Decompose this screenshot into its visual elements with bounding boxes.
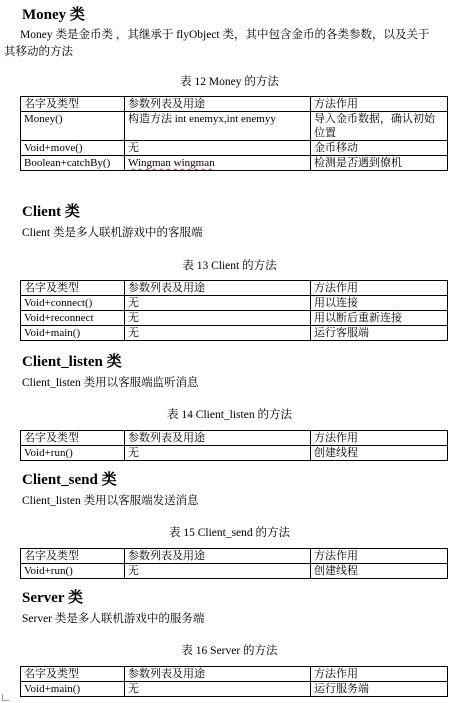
- client-paragraph: Client 类是多人联机游戏中的客服端: [22, 227, 203, 239]
- table-cell: Void+connect(): [21, 296, 125, 311]
- header-cell: 名字及类型: [21, 281, 125, 296]
- table-cell: 无: [125, 446, 311, 461]
- table-row: [21, 311, 448, 326]
- server-paragraph: Server 类是多人联机游戏中的服务端: [22, 613, 205, 625]
- client-listen-methods-table: [20, 430, 448, 461]
- table-cell: Void+run(): [21, 446, 125, 461]
- header-cell: 参数列表及用途: [125, 549, 311, 564]
- table-cell: 金币移动: [311, 141, 448, 156]
- table-cell: 无: [125, 141, 311, 156]
- client-send-heading: Client_send 类: [22, 472, 117, 488]
- header-cell: 方法作用: [311, 549, 448, 564]
- table-cell: 用以断后重新连接: [311, 311, 448, 326]
- header-cell: 方法作用: [311, 97, 448, 112]
- header-cell: 方法作用: [311, 431, 448, 446]
- table-cell: 创建线程: [311, 564, 448, 579]
- client-listen-paragraph: Client_listen 类用以客服端监听消息: [22, 377, 199, 389]
- table-cell: 创建线程: [311, 446, 448, 461]
- header-cell: 名字及类型: [21, 97, 125, 112]
- table-cell: 运行服务端: [311, 682, 448, 697]
- server-table-caption: 表 16 Server 的方法: [181, 645, 278, 657]
- table-cell: Void+run(): [21, 564, 125, 579]
- header-cell: 名字及类型: [21, 431, 125, 446]
- server-methods-table: [20, 666, 448, 697]
- client-send-table-caption: 表 15 Client_send 的方法: [168, 527, 291, 539]
- table-row: [21, 446, 448, 461]
- table-header-row: [21, 667, 448, 682]
- client-listen-heading: Client_listen 类: [22, 354, 122, 370]
- table-row: [21, 682, 448, 697]
- client-send-paragraph: Client_listen 类用以客服端发送消息: [22, 495, 199, 507]
- header-cell: 方法作用: [311, 667, 448, 682]
- table-header-row: [21, 97, 448, 112]
- table-row: [21, 296, 448, 311]
- server-heading: Server 类: [22, 590, 83, 606]
- table-cell: Void+main(): [21, 326, 125, 341]
- table-row: [21, 141, 448, 156]
- client-send-methods-table: [20, 548, 448, 579]
- money-table-caption: 表 12 Money 的方法: [180, 76, 279, 88]
- client-table-caption: 表 13 Client 的方法: [182, 260, 277, 272]
- table-header-row: [21, 549, 448, 564]
- table-cell: 用以连接: [311, 296, 448, 311]
- header-cell: 参数列表及用途: [125, 667, 311, 682]
- table-header-row: [21, 431, 448, 446]
- table-cell: 检测是否遇到僚机: [311, 156, 448, 171]
- header-cell: 名字及类型: [21, 549, 125, 564]
- header-cell: 名字及类型: [21, 667, 125, 682]
- table-row: [21, 326, 448, 341]
- table-cell: Void+reconnect: [21, 311, 125, 326]
- table-cell: Money(): [21, 112, 125, 141]
- table-cell: 构造方法 int enemyx,int enemyy: [125, 112, 311, 141]
- table-cell: 无: [125, 564, 311, 579]
- table-cell: 导入金币数据，确认初始位置: [311, 112, 448, 141]
- money-paragraph: Money 类是金币类 ，其继承于 flyObject 类，其中包含金币的各类参数，以及关于其移动的方法: [4, 29, 430, 58]
- table-cell: 无: [125, 682, 311, 697]
- table-cell: 无: [125, 311, 311, 326]
- table-cell: Void+move(): [21, 141, 125, 156]
- table-cell: Boolean+catchBy(): [21, 156, 125, 171]
- table-cell: Void+main(): [21, 682, 125, 697]
- table-cell: Wingman wingman: [125, 156, 311, 171]
- client-heading: Client 类: [22, 204, 80, 220]
- table-row: [21, 156, 448, 171]
- money-heading: Money 类: [22, 7, 85, 23]
- money-methods-table: [20, 96, 448, 171]
- table-header-row: [21, 281, 448, 296]
- page-corner-mark: [2, 694, 9, 701]
- table-cell: 运行客服端: [311, 326, 448, 341]
- header-cell: 方法作用: [311, 281, 448, 296]
- header-cell: 参数列表及用途: [125, 431, 311, 446]
- table-cell: 无: [125, 326, 311, 341]
- client-listen-table-caption: 表 14 Client_listen 的方法: [167, 409, 292, 421]
- table-row: [21, 112, 448, 141]
- table-row: [21, 564, 448, 579]
- client-methods-table: [20, 280, 448, 341]
- header-cell: 参数列表及用途: [125, 97, 311, 112]
- table-cell: 无: [125, 296, 311, 311]
- header-cell: 参数列表及用途: [125, 281, 311, 296]
